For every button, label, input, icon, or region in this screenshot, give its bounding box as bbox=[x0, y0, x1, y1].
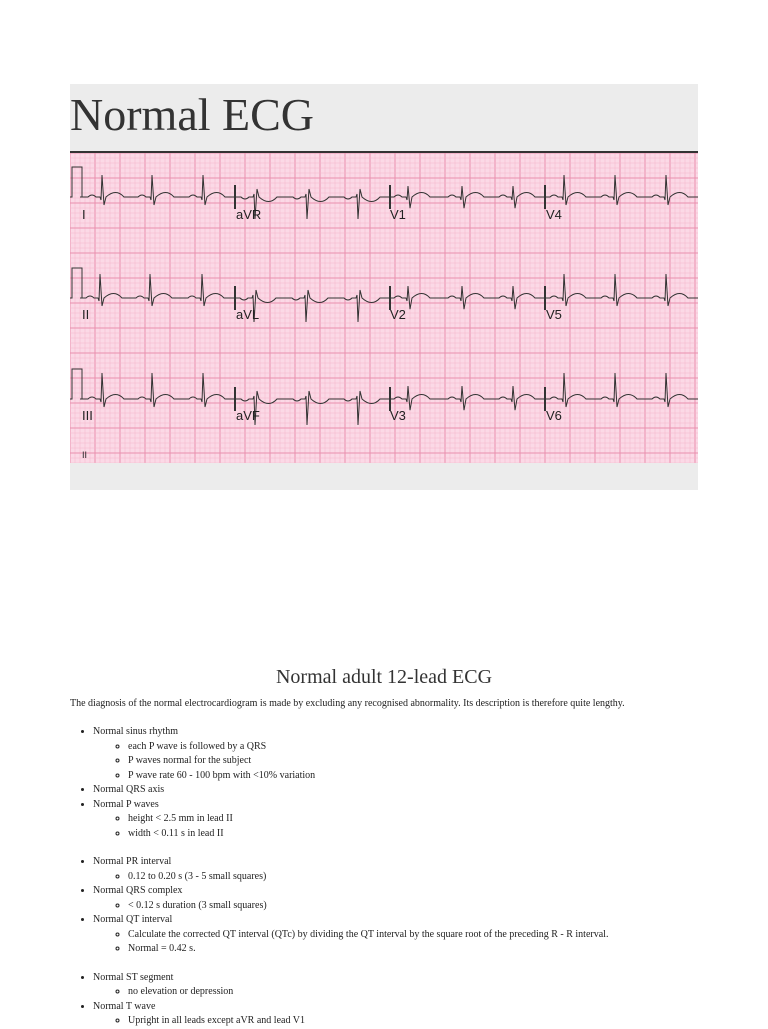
detail-item: ◦ each P wave is followed by a QRS bbox=[128, 740, 710, 755]
detail-item: ◦ Normal = 0.42 s. bbox=[128, 942, 710, 957]
lead-label-iii: III bbox=[82, 408, 93, 423]
lead-label-v2: V2 bbox=[390, 307, 406, 322]
section-title: Normal adult 12-lead ECG bbox=[275, 666, 493, 688]
criterion-label: Normal T wave bbox=[93, 1000, 156, 1012]
criterion-pr-interval bbox=[93, 855, 710, 884]
criterion-t-wave bbox=[93, 1000, 710, 1029]
detail-item: ◦ Upright in all leads except aVR and lead V1 bbox=[128, 1014, 710, 1029]
lead-label-avr: aVR bbox=[236, 207, 262, 222]
criterion-label: Normal P waves bbox=[93, 798, 159, 810]
detail-item: ◦ < 0.12 s duration (3 small squares) bbox=[128, 899, 710, 914]
list-spacer bbox=[93, 841, 710, 855]
lead-label-v1: V1 bbox=[390, 207, 406, 222]
lead-label-v5: V5 bbox=[546, 307, 562, 322]
lead-label-ii: II bbox=[82, 307, 90, 322]
lead-label-rhythm-ii: II bbox=[82, 450, 88, 460]
lead-label-avl: aVL bbox=[236, 307, 260, 322]
lead-label-i: I bbox=[82, 207, 86, 222]
lead-label-avf: aVF bbox=[236, 408, 260, 423]
title-band bbox=[70, 84, 698, 153]
detail-item: ◦ P waves normal for the subject bbox=[128, 754, 710, 769]
criterion-qrs-axis bbox=[93, 783, 710, 798]
criterion-st-segment bbox=[93, 971, 710, 1000]
criterion-qrs-complex bbox=[93, 884, 710, 913]
detail-item: ◦ width < 0.11 s in lead II bbox=[128, 827, 710, 842]
list-spacer bbox=[93, 957, 710, 971]
criterion-label: Normal PR interval bbox=[93, 856, 172, 867]
ecg-figure bbox=[70, 153, 698, 490]
intro-paragraph: The diagnosis of the normal electrocardiogram is made by excluding any recognised abnormality. Its description is therefore quite lengthy. bbox=[70, 698, 625, 709]
criterion-qt-interval bbox=[93, 913, 710, 971]
detail-item: ◦ no elevation or depression bbox=[128, 985, 710, 1000]
detail-item: ◦ Calculate the corrected QT interval (QTc) by dividing the QT interval by the square root of the preceding R - R interval. bbox=[128, 928, 710, 943]
criterion-p-waves bbox=[93, 798, 710, 856]
criterion-label: Normal QT interval bbox=[93, 914, 173, 925]
criterion-label: Normal QRS axis bbox=[93, 784, 165, 795]
criterion-label: Normal sinus rhythm bbox=[93, 726, 178, 737]
lead-label-v4: V4 bbox=[546, 207, 562, 222]
detail-item: ◦ 0.12 to 0.20 s (3 - 5 small squares) bbox=[128, 870, 710, 885]
page-title: Normal ECG bbox=[70, 89, 315, 140]
detail-item: ◦ P wave rate 60 - 100 bpm with <10% variation bbox=[128, 769, 710, 784]
lead-label-v6: V6 bbox=[546, 408, 562, 423]
lead-label-v3: V3 bbox=[390, 408, 406, 423]
criteria-list bbox=[70, 725, 710, 1029]
ecg-strip bbox=[70, 153, 698, 463]
detail-item: ◦ height < 2.5 mm in lead II bbox=[128, 812, 710, 827]
criterion-label: Normal QRS complex bbox=[93, 885, 183, 896]
criterion-sinus-rhythm bbox=[93, 725, 710, 783]
criterion-label: Normal ST segment bbox=[93, 971, 174, 983]
